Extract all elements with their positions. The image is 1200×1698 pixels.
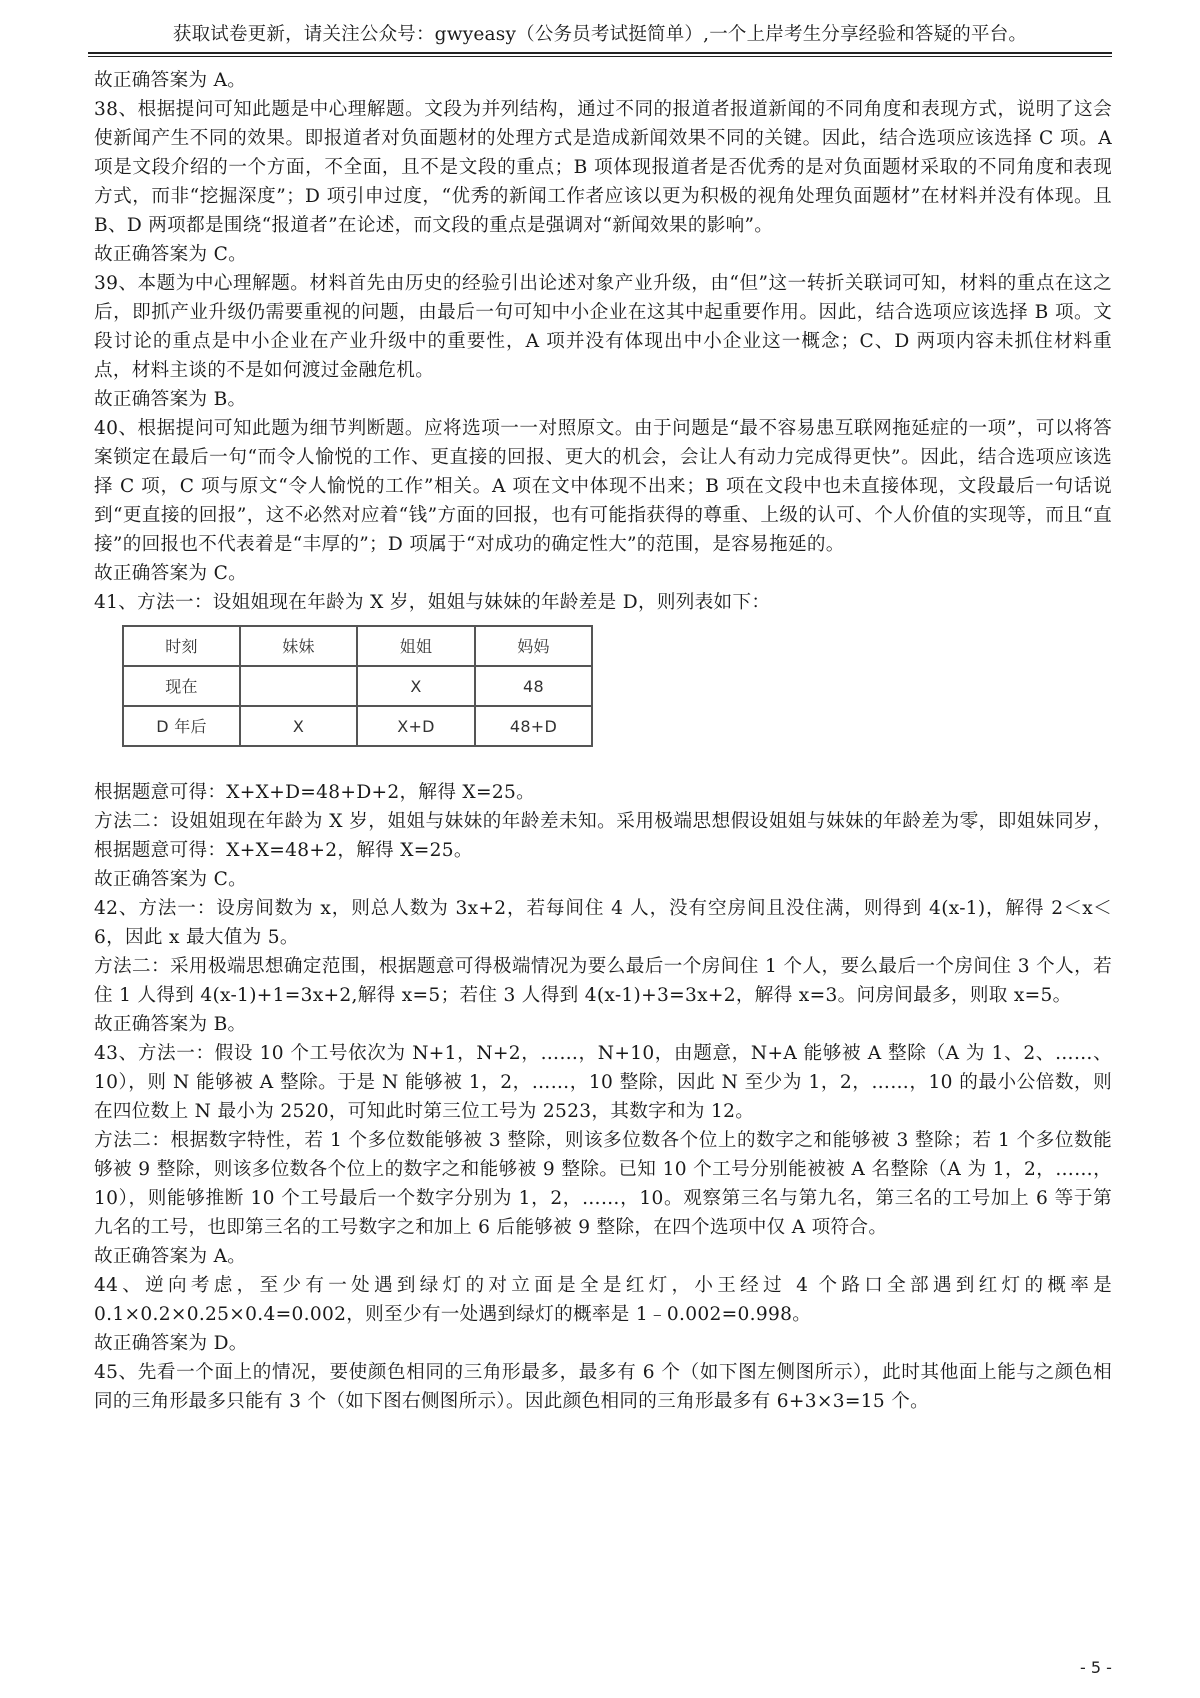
age-table xyxy=(122,625,593,747)
age-table-container xyxy=(94,617,1112,778)
table-header-cell: 姐姐 xyxy=(357,626,475,666)
answer-line: 故正确答案为 A。 xyxy=(94,1246,247,1267)
table-cell: X xyxy=(357,666,475,706)
page-number: - 5 - xyxy=(1080,1658,1112,1677)
solution-42-method1: 42、方法一：设房间数为 x，则总人数为 3x+2，若每间住 4 人，没有空房间且没住满，则得到 4(x-1)，解得 2＜x＜6，因此 x 最大值为 5。 xyxy=(94,898,1112,948)
solution-41-method1: 41、方法一：设姐姐现在年龄为 X 岁，姐姐与妹妹的年龄差是 D，则列表如下： xyxy=(94,592,771,613)
document-body xyxy=(94,66,1112,1416)
answer-line: 故正确答案为 A。 xyxy=(94,70,247,91)
solution-38: 38、根据提问可知此题是中心理解题。文段为并列结构，通过不同的报道者报道新闻的不同角度和表现方式，说明了这会使新闻产生不同的效果。即报道者对负面题材的处理方式是造成新闻效果不同的关键。因此，结合选项应该选择 C 项。A 项是文段介绍的一个方面，不全面，且不是文段的重点；B 项体现报道者是否优秀的是对负面题材采取的不同角度和表现方式，而非“挖掘深度”；D 项引申过度，“优秀的新闻工作者应该以更为积极的视角处理负面题材”在材料并没有体现。且 B、D 两项都是围绕“报道者”在论述，而文段的重点是强调对“新闻效果的影响”。 xyxy=(94,99,1112,236)
table-cell: 48+D xyxy=(475,706,592,746)
table-cell xyxy=(240,666,357,706)
table-header-cell: 时刻 xyxy=(123,626,240,666)
table-header-cell: 妈妈 xyxy=(475,626,592,666)
table-cell: D 年后 xyxy=(123,706,240,746)
table-cell: 48 xyxy=(475,666,592,706)
solution-43-method1: 43、方法一：假设 10 个工号依次为 N+1，N+2，……，N+10，由题意，N+A 能够被 A 整除（A 为 1、2、……、10），则 N 能够被 A 整除。于是 N 能够被 1，2，……，10 整除，因此 N 至少为 1，2，……，10 的最小公倍数，则在四位数上 N 最小为 2520，可知此时第三位工号为 2523，其数字和为 12。 xyxy=(94,1043,1112,1122)
answer-line: 故正确答案为 D。 xyxy=(94,1333,248,1354)
solution-42-method2: 方法二：采用极端思想确定范围，根据题意可得极端情况为要么最后一个房间住 1 个人，要么最后一个房间住 3 个人，若住 1 人得到 4(x-1)+1=3x+2,解得 x=5；若住 3 人得到 4(x-1)+3=3x+2，解得 x=3。问房间最多，则取 x=5。 xyxy=(94,956,1112,1006)
table-cell: 现在 xyxy=(123,666,240,706)
solution-43-method2: 方法二：根据数字特性，若 1 个多位数能够被 3 整除，则该多位数各个位上的数字之和能够被 3 整除；若 1 个多位数能够被 9 整除，则该多位数各个位上的数字之和能够被 9 整除。已知 10 个工号分别能被被 A 名整除（A 为 1，2，……，10），则能够推断 10 个工号最后一个数字分别为 1，2，……，10。观察第三名与第九名，第三名的工号加上 6 等于第九名的工号，也即第三名的工号数字之和加上 6 后能够被 9 整除，在四个选项中仅 A 项符合。 xyxy=(94,1130,1112,1238)
table-header-row xyxy=(123,626,592,666)
solution-45: 45、先看一个面上的情况，要使颜色相同的三角形最多，最多有 6 个（如下图左侧图所示），此时其他面上能与之颜色相同的三角形最多只能有 3 个（如下图右侧图所示）。因此颜色相同的三角形最多有 6+3×3=15 个。 xyxy=(94,1362,1112,1412)
header-rule-thick xyxy=(88,52,1112,54)
table-cell: X+D xyxy=(357,706,475,746)
solution-44: 44、逆向考虑，至少有一处遇到绿灯的对立面是全是红灯，小王经过 4 个路口全部遇到红灯的概率是 0.1×0.2×0.25×0.4=0.002，则至少有一处遇到绿灯的概率是 1﹣0.002=0.998。 xyxy=(94,1275,1112,1325)
answer-line: 故正确答案为 C。 xyxy=(94,244,247,265)
solution-41-method2: 方法二：设姐姐现在年龄为 X 岁，姐姐与妹妹的年龄差未知。采用极端思想假设姐姐与妹妹的年龄差为零，即姐妹同岁，根据题意可得：X+X=48+2，解得 X=25。 xyxy=(94,811,1112,861)
answer-line: 故正确答案为 B。 xyxy=(94,389,247,410)
answer-line: 故正确答案为 C。 xyxy=(94,869,247,890)
answer-line: 故正确答案为 C。 xyxy=(94,563,247,584)
answer-line: 故正确答案为 B。 xyxy=(94,1014,247,1035)
solution-40: 40、根据提问可知此题为细节判断题。应将选项一一对照原文。由于问题是“最不容易患互联网拖延症的一项”，可以将答案锁定在最后一句“而令人愉悦的工作、更直接的回报、更大的机会，会让人有动力完成得更快”。因此，结合选项应该选择 C 项，C 项与原文“令人愉悦的工作”相关。A 项在文中体现不出来；B 项在文段中也未直接体现，文段最后一句话说到“更直接的回报”，这不必然对应着“钱”方面的回报，也有可能指获得的尊重、上级的认可、个人价值的实现等，而且“直接”的回报也不代表着是“丰厚的”；D 项属于“对成功的确定性大”的范围，是容易拖延的。 xyxy=(94,418,1112,555)
header-banner: 获取试卷更新，请关注公众号：gwyeasy（公务员考试挺简单）,一个上岸考生分享经验和答疑的平台。 xyxy=(172,24,1028,45)
table-row xyxy=(123,666,592,706)
solution-39: 39、本题为中心理解题。材料首先由历史的经验引出论述对象产业升级，由“但”这一转折关联词可知，材料的重点在这之后，即抓产业升级仍需要重视的问题，由最后一句可知中小企业在这其中起重要作用。因此，结合选项应该选择 B 项。文段讨论的重点是中小企业在产业升级中的重要性，A 项并没有体现出中小企业这一概念；C、D 两项内容未抓住材料重点，材料主谈的不是如何渡过金融危机。 xyxy=(94,273,1112,381)
header-rule-thin xyxy=(88,56,1112,57)
table-cell: X xyxy=(240,706,357,746)
table-header-cell: 妹妹 xyxy=(240,626,357,666)
solution-41-result: 根据题意可得：X+X+D=48+D+2，解得 X=25。 xyxy=(94,782,535,803)
table-row xyxy=(123,706,592,746)
